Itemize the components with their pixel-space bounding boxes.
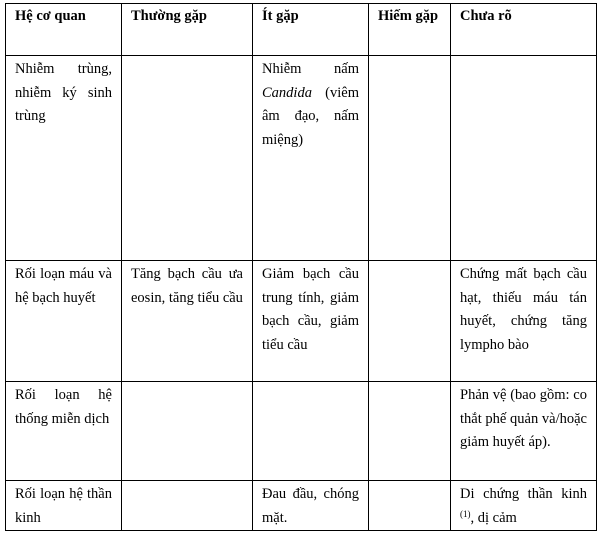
table-row	[6, 382, 597, 481]
unknown-text: Di chứng thần kinh	[460, 486, 587, 502]
header-unknown: Chưa rõ	[451, 4, 597, 56]
unknown-cell: Phản vệ (bao gồm: co thắt phế quản và/hoặc giảm huyết áp).	[451, 382, 597, 481]
header-uncommon: Ít gặp	[253, 4, 369, 56]
unknown-text-tail: , dị cảm	[470, 509, 517, 526]
unknown-cell: Chứng mất bạch cầu hạt, thiếu máu tán huyết, chứng tăng lympho bào	[451, 261, 597, 382]
header-organ-system: Hệ cơ quan	[6, 4, 122, 56]
table-row	[6, 261, 597, 382]
uncommon-cell: Giảm bạch cầu trung tính, giảm bạch cầu, giảm tiểu cầu	[253, 261, 369, 382]
header-rare: Hiếm gặp	[369, 4, 451, 56]
organ-cell: Rối loạn máu và hệ bạch huyết	[6, 261, 122, 382]
uncommon-cell	[253, 382, 369, 481]
common-cell: Tăng bạch cầu ưa eosin, tăng tiểu cầu	[122, 261, 253, 382]
uncommon-text: Nhiễm nấm	[262, 61, 359, 77]
organ-cell: Nhiễm trùng, nhiễm ký sinh trùng	[6, 56, 122, 261]
uncommon-cell	[253, 56, 369, 261]
uncommon-cell: Đau đầu, chóng mặt.	[253, 481, 369, 531]
header-common: Thường gặp	[122, 4, 253, 56]
common-cell	[122, 56, 253, 261]
adverse-effects-table	[5, 3, 597, 531]
unknown-cell	[451, 56, 597, 261]
common-cell	[122, 382, 253, 481]
table-row	[6, 481, 597, 531]
rare-cell	[369, 481, 451, 531]
common-cell	[122, 481, 253, 531]
organ-cell: Rối loạn hệ thống miễn dịch	[6, 382, 122, 481]
table-row	[6, 56, 597, 261]
rare-cell	[369, 56, 451, 261]
table-header-row	[6, 4, 597, 56]
rare-cell	[369, 261, 451, 382]
uncommon-text-tail: (viêm âm đạo, nấm miệng)	[262, 84, 359, 148]
unknown-cell	[451, 481, 597, 531]
rare-cell	[369, 382, 451, 481]
uncommon-italic-text: Candida	[262, 84, 312, 101]
organ-cell: Rối loạn hệ thần kinh	[6, 481, 122, 531]
footnote-marker: (1)	[460, 508, 471, 519]
